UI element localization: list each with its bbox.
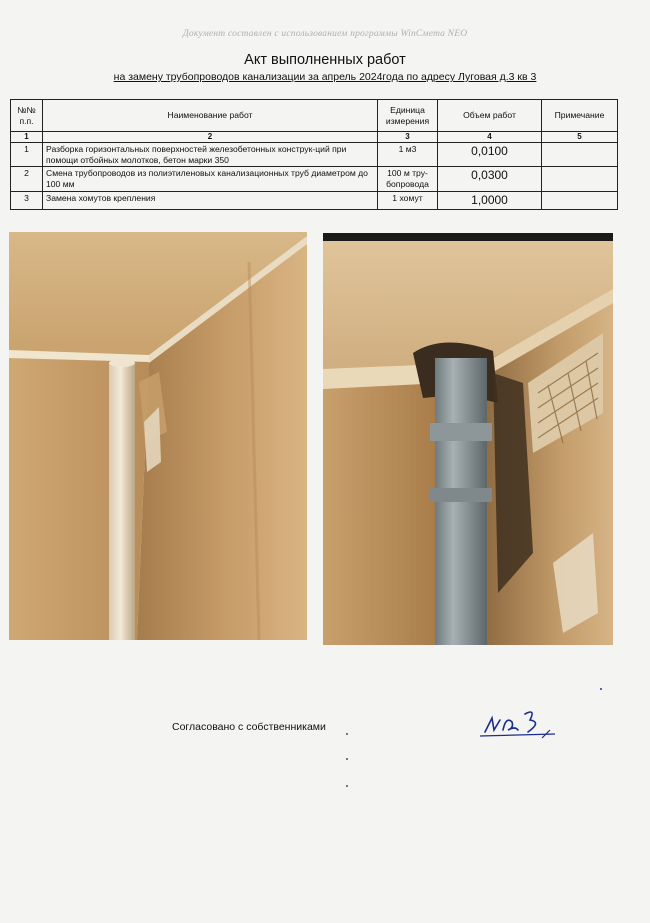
header-unit: Единица измерения — [378, 100, 438, 132]
row-unit: 100 м тру-бопровода — [378, 167, 438, 191]
row-num: 1 — [11, 143, 43, 167]
row-work-name: Смена трубопроводов из полиэтиленовых канализационных труб диаметром до 100 мм — [43, 167, 378, 191]
row-note — [542, 191, 618, 209]
column-number: 1 — [11, 132, 43, 143]
row-num: 2 — [11, 167, 43, 191]
table-row — [11, 167, 618, 191]
row-work-name: Разборка горизонтальных поверхностей железобетонных конструк-ций при помощи отбойных молотков, бетон марки 350 — [43, 143, 378, 167]
header-note: Примечание — [542, 100, 618, 132]
scan-speck — [346, 785, 348, 787]
photo-corner-pipe-new — [323, 233, 613, 645]
row-note — [542, 143, 618, 167]
table-row — [11, 191, 618, 209]
header-volume: Объем работ — [438, 100, 542, 132]
scan-speck — [600, 688, 602, 690]
row-work-name: Замена хомутов крепления — [43, 191, 378, 209]
column-number: 3 — [378, 132, 438, 143]
document-title: Акт выполненных работ — [244, 52, 406, 68]
row-unit: 1 м3 — [378, 143, 438, 167]
row-note — [542, 167, 618, 191]
header-num: №№ п.п. — [11, 100, 43, 132]
header-name: Наименование работ — [43, 100, 378, 132]
column-number: 4 — [438, 132, 542, 143]
row-unit: 1 хомут — [378, 191, 438, 209]
approval-label: Согласовано с собственниками — [172, 721, 326, 733]
column-number: 5 — [542, 132, 618, 143]
column-number: 2 — [43, 132, 378, 143]
row-num: 3 — [11, 191, 43, 209]
table-row — [11, 143, 618, 167]
scan-speck — [346, 733, 348, 735]
photo-corner-pipe-old — [9, 232, 307, 640]
table-header-row — [11, 100, 618, 132]
row-volume: 0,0100 — [438, 143, 542, 167]
column-numbers-row — [11, 132, 618, 143]
row-volume: 0,0300 — [438, 167, 542, 191]
document-subtitle: на замену трубопроводов канализации за апрель 2024года по адресу Луговая д.3 кв 3 — [113, 71, 537, 83]
scan-speck — [346, 758, 348, 760]
row-volume: 1,0000 — [438, 191, 542, 209]
works-table — [10, 99, 618, 210]
watermark: Документ составлен с использованием программы WinСмета NEO — [182, 29, 468, 39]
signature-icon — [470, 700, 565, 750]
